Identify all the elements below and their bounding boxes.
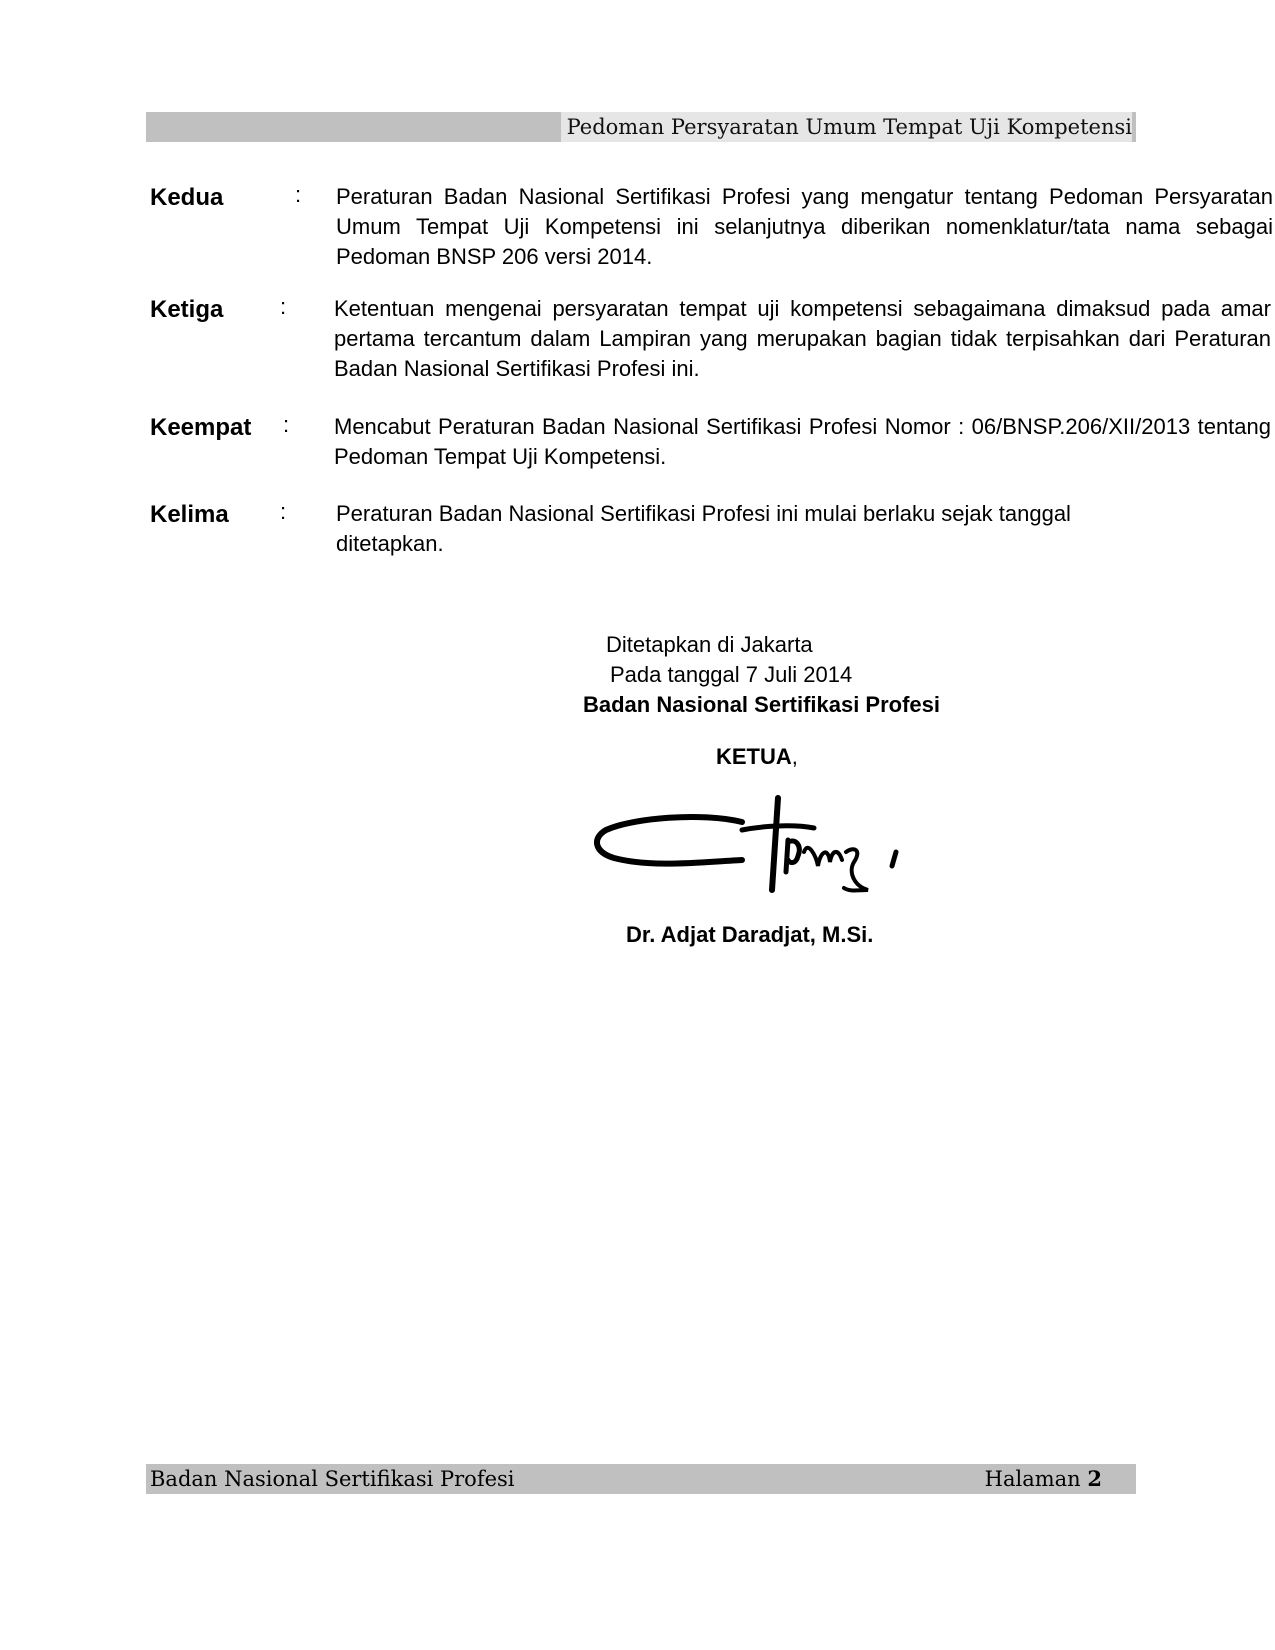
handwritten-signature bbox=[592, 790, 912, 910]
page-header bbox=[146, 112, 1136, 142]
signature-position bbox=[716, 744, 798, 770]
page-footer bbox=[146, 1464, 1136, 1494]
signature-organization: Badan Nasional Sertifikasi Profesi bbox=[583, 692, 941, 717]
signature-date: Pada tanggal 7 Juli 2014 bbox=[610, 662, 853, 687]
signer-name: Dr. Adjat Daradjat, M.Si. bbox=[626, 922, 874, 947]
page-label: Halaman bbox=[984, 1467, 1081, 1491]
clause-text: Ketentuan mengenai persyaratan tempat uji kompetensi sebagaimana dimaksud pada amar pertama tercantum dalam Lampiran yang merupakan bagian tidak terpisahkan dari Peraturan Badan Nasional Sertifikasi Profesi ini. bbox=[334, 296, 1271, 381]
footer-page bbox=[985, 1464, 1102, 1494]
clause-colon: : bbox=[280, 294, 287, 319]
clause-colon: : bbox=[280, 499, 287, 524]
clause-text: Peraturan Badan Nasional Sertifikasi Profesi yang mengatur tentang Pedoman Persyaratan Umum Tempat Uji Kompetensi ini selanjutnya diberikan nomenklatur/tata nama sebagai Pedoman BNSP 206 versi 2014. bbox=[336, 184, 1273, 269]
position-title: KETUA bbox=[716, 744, 792, 769]
page-number: 2 bbox=[1087, 1466, 1102, 1491]
clause-label: Kedua bbox=[150, 184, 224, 211]
clause-colon: : bbox=[295, 182, 302, 207]
signature-place: Ditetapkan di Jakarta bbox=[606, 632, 813, 657]
clause-text: Mencabut Peraturan Badan Nasional Sertifikasi Profesi Nomor : 06/BNSP.206/XII/2013 tentang Pedoman Tempat Uji Kompetensi. bbox=[334, 414, 1271, 469]
document-title: Pedoman Persyaratan Umum Tempat Uji Kompetensi bbox=[561, 112, 1132, 142]
clause-colon: : bbox=[283, 412, 290, 437]
clause-label: Keempat bbox=[150, 414, 252, 441]
footer-organization: Badan Nasional Sertifikasi Profesi bbox=[150, 1467, 515, 1491]
clause-text: Peraturan Badan Nasional Sertifikasi Profesi ini mulai berlaku sejak tanggal ditetapkan. bbox=[336, 501, 1071, 556]
clause-label: Kelima bbox=[150, 501, 229, 528]
position-suffix: , bbox=[791, 744, 798, 769]
clause-label: Ketiga bbox=[150, 296, 224, 323]
